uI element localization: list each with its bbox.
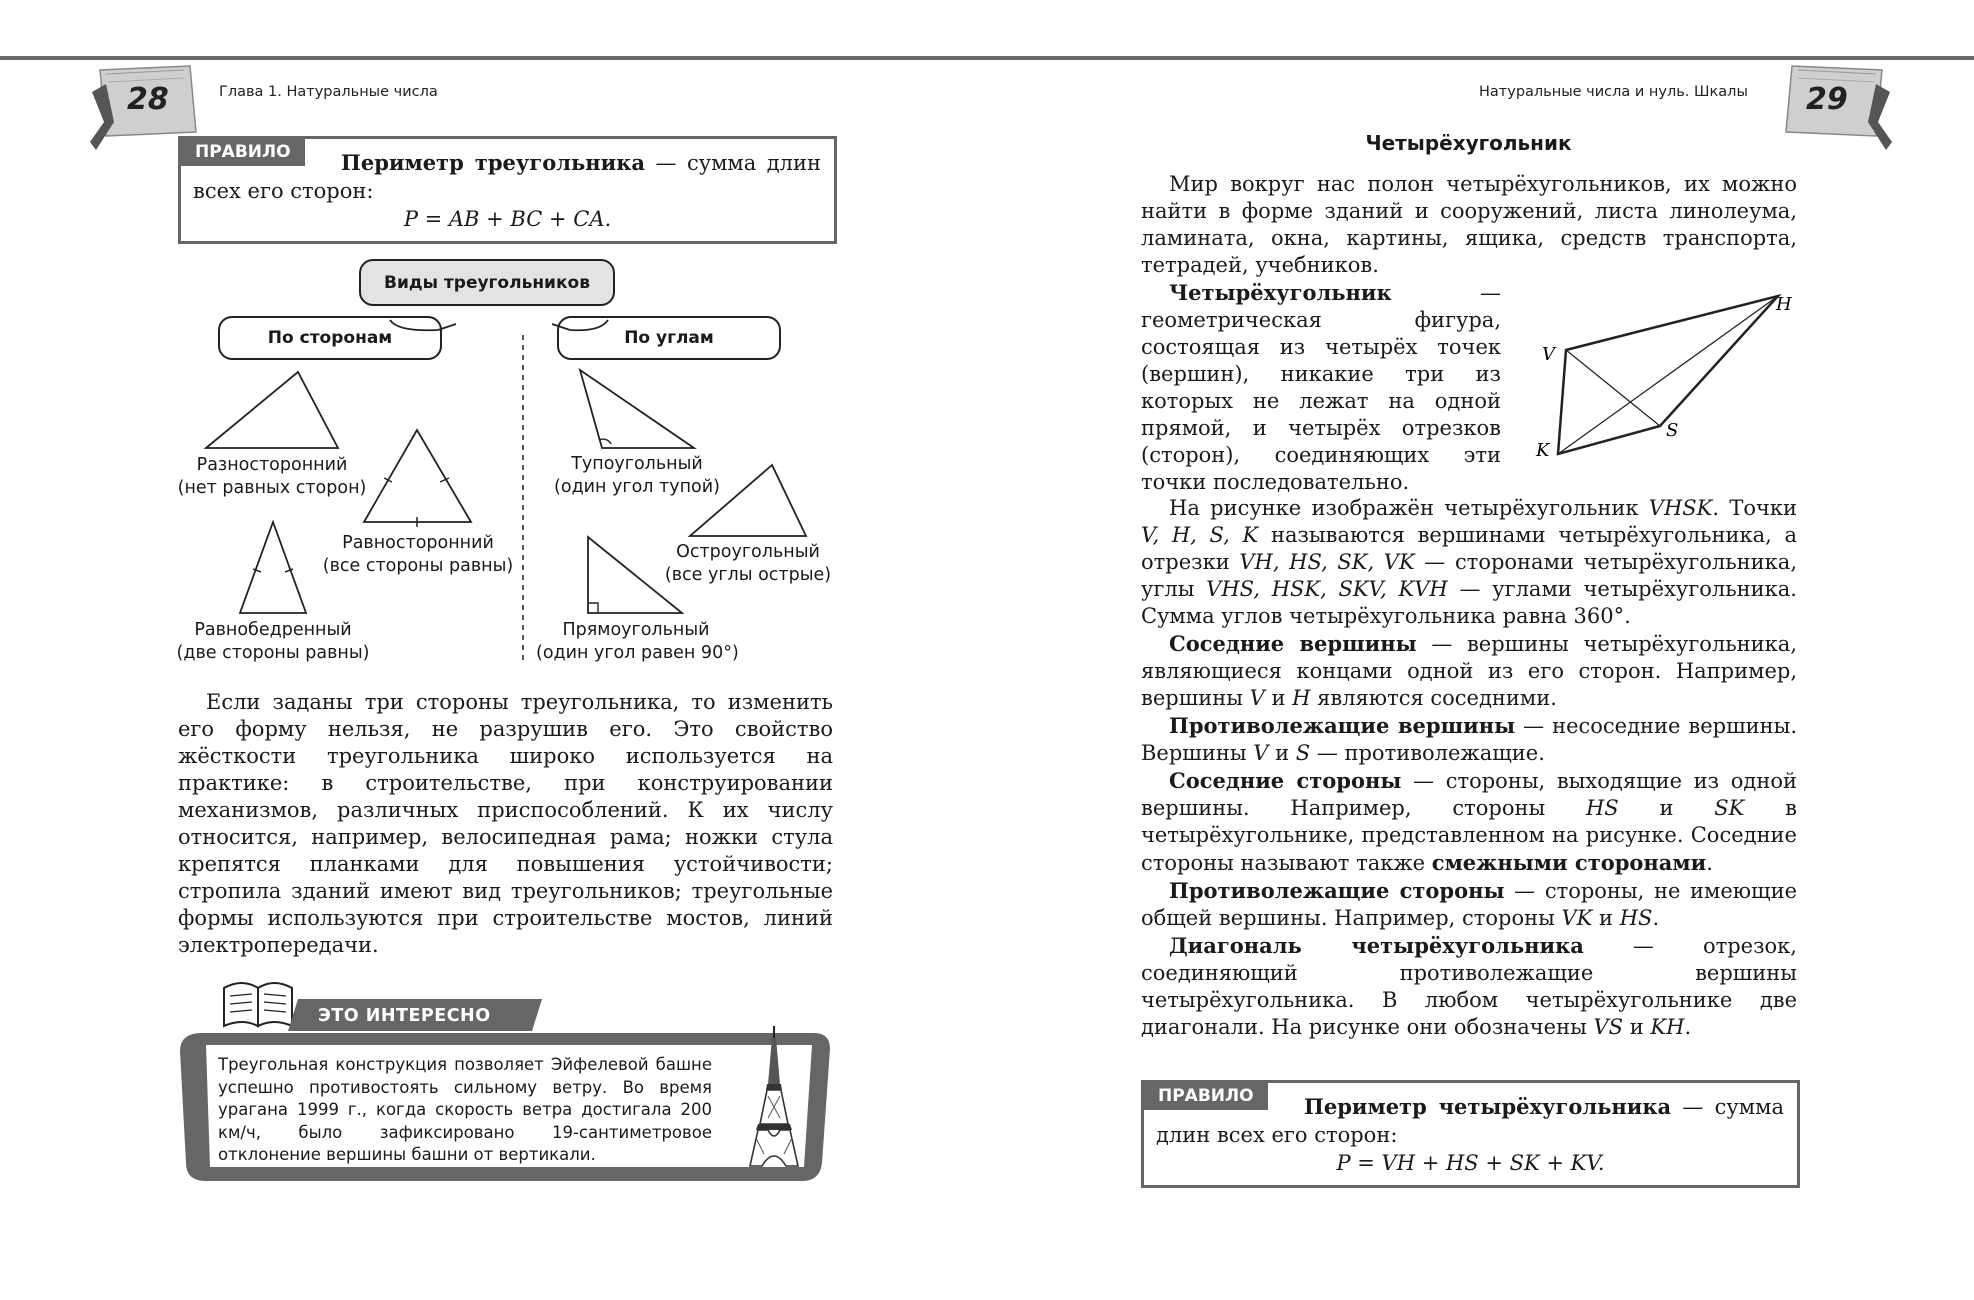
quadrilateral-figure (1530, 282, 1800, 462)
page-number-right: 29 (1806, 82, 1848, 117)
diagram-branch-by-sides: По сторонам (218, 316, 442, 360)
definition-paragraph: Четырёхугольник — геометрическая фигура, состоящая из четырёх точек (вершин), никакие три из которых не лежат на одной прямой, и четырёх отрезков (сторон), соединяющих эти точки последовательно. (1141, 280, 1501, 494)
rule-formula-right: P = VH + HS + SK + KV. (1336, 1151, 1605, 1175)
p-opposite-sides: Противолежащие стороны — стороны, не имеющие общей вершины. Например, стороны VK и HS. (1141, 878, 1798, 930)
vertex-label-k: K (1536, 440, 1550, 461)
eiffel-tower-icon (748, 1026, 800, 1168)
rule-text-right (1156, 1093, 1784, 1149)
diagram-branch-by-angles: По углам (557, 316, 781, 360)
isosceles-triangle (240, 522, 306, 613)
rule-term: Периметр треугольника (341, 150, 646, 175)
vertex-label-s: S (1666, 420, 1679, 441)
label-acute: Остроугольный (все углы острые) (664, 542, 832, 585)
interesting-text: Треугольная конструкция позволяет Эйфелевой башне успешно противостоять сильному ветру. Во время урагана 1999 г., когда скорость ветра достигала 200 км/ч, было зафиксировано 19-сантиметровое отклонение вершины башни от вертикали. (218, 1055, 712, 1164)
vertex-label-v: V (1542, 344, 1555, 365)
rule-text (193, 149, 821, 205)
rule-definition: — сумма длин всех его сторон: (193, 151, 821, 203)
vertex-label-h: H (1776, 294, 1792, 315)
page-number-left: 28 (127, 82, 169, 117)
definition-term: Четырёхугольник (1169, 280, 1392, 305)
rule-tag-right: ПРАВИЛО (1144, 1083, 1268, 1110)
running-head-left: Глава 1. Натуральные числа (219, 84, 438, 100)
connector-angles (552, 320, 608, 330)
intro-paragraph: Мир вокруг нас полон четырёхугольников, их можно найти в форме зданий и сооружений, листа линолеума, ламината, окна, картины, ящика, средств транспорта, тетрадей, учебников. (1141, 172, 1797, 277)
p-figure: На рисунке изображён четырёхугольник VHSK. Точки V, H, S, K называются вершинами четырёхугольника, а отрезки VH, HS, SK, VK — сторонами четырёхугольника, углы VHS, HSK, SKV, KVH — углами четырёхугольника. Сумма углов четырёхугольника равна 360°. (1141, 496, 1797, 628)
running-head-right: Натуральные числа и нуль. Шкалы (1479, 84, 1748, 100)
rule-formula: P = AB + BC + CA. (403, 207, 612, 231)
rule-box-quadrilateral-perimeter (1141, 1080, 1800, 1188)
rule-tag: ПРАВИЛО (181, 139, 305, 166)
section-heading: Четырёхугольник (1365, 131, 1572, 155)
label-isosceles: Равнобедренный (две стороны равны) (176, 620, 370, 663)
definitions-block (1141, 495, 1797, 1041)
interesting-title: ЭТО ИНТЕРЕСНО (318, 1006, 491, 1026)
rule-box-triangle-perimeter (178, 136, 837, 244)
p-adjacent-vertices: Соседние вершины — вершины четырёхугольника, являющиеся концами одной из его сторон. Например, вершины V и H являются соседними. (1141, 631, 1797, 710)
diagram-root-node: Виды треугольников (359, 259, 615, 306)
equilateral-triangle (364, 430, 471, 522)
p-diagonal: Диагональ четырёхугольника — отрезок, соединяющий противолежащие вершины четырёхугольника. В любом четырёхугольнике две диагонали. На рисунке они обозначены VS и KH. (1141, 933, 1797, 1039)
label-right: Прямоугольный (один угол равен 90°) (536, 620, 739, 663)
connector-sides (390, 320, 456, 330)
label-scalene: Разносторонний (нет равных сторон) (177, 455, 367, 498)
scalene-triangle (206, 372, 338, 448)
p-adjacent-sides: Соседние стороны — стороны, выходящие из одной вершины. Например, стороны HS и SK в четырёхугольнике, представленном на рисунке. Соседние стороны называют также смежными сторонами. (1141, 768, 1798, 875)
label-obtuse: Тупоугольный (один угол тупой) (554, 454, 720, 497)
top-rule-line (0, 56, 1974, 60)
obtuse-triangle (580, 370, 694, 448)
rule-definition-right: — сумма длин всех его сторон: (1156, 1095, 1784, 1147)
p-opposite-vertices: Противолежащие вершины — несоседние вершины. Вершины V и S — противолежащие. (1141, 713, 1798, 765)
rigidity-paragraph: Если заданы три стороны треугольника, то изменить его форму нельзя, не разрушив его. Это свойство жёсткости треугольника широко используется на практике: в строительстве, при конструировании механизмов, различных приспособлений. К их числу относится, например, велосипедная рама; ножки стула крепятся планками для повышения устойчивости; стропила зданий имеют вид треугольников; треугольные формы используются при строительстве мостов, линий электропередачи. (178, 690, 833, 957)
rule-term-right: Периметр четырёхугольника (1304, 1094, 1672, 1119)
label-equilateral: Равносторонний (все стороны равны) (322, 533, 514, 576)
